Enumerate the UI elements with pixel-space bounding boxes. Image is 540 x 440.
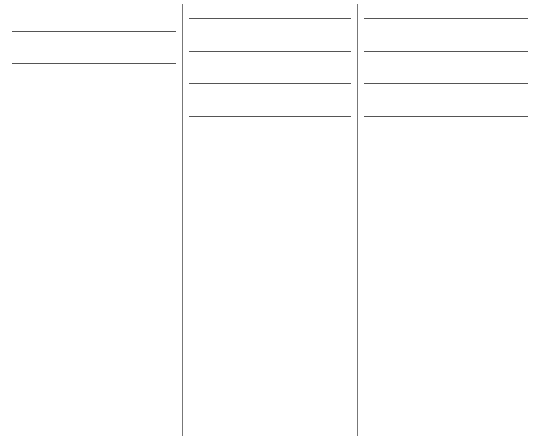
article-headline: [364, 120, 528, 132]
article-headline: [189, 22, 351, 34]
article-paragraph: [364, 69, 528, 80]
section-divider: [12, 63, 176, 64]
article-paragraph: [364, 134, 528, 145]
article-headline: [189, 87, 351, 99]
article-headline: [189, 120, 351, 132]
article-paragraph: [189, 69, 351, 80]
section-divider: [189, 116, 351, 117]
column-1: [6, 4, 182, 436]
article-headline: [364, 22, 528, 34]
section-divider: [364, 116, 528, 117]
article-headline: [364, 87, 528, 99]
article-paragraph: [12, 81, 176, 92]
section-divider: [364, 51, 528, 52]
section-divider: [189, 18, 351, 19]
article-paragraph: [364, 36, 528, 47]
article-paragraph: [12, 4, 176, 15]
article-headline: [12, 35, 176, 47]
column-2: [182, 4, 358, 436]
article-headline: [364, 55, 528, 67]
section-divider: [189, 83, 351, 84]
article-paragraph: [189, 101, 351, 112]
section-divider: [364, 18, 528, 19]
article-paragraph: [189, 4, 351, 15]
column-3: [358, 4, 534, 436]
article-paragraph: [189, 134, 351, 145]
article-paragraph: [189, 36, 351, 47]
article-paragraph: [12, 49, 176, 60]
article-headline: [189, 55, 351, 67]
section-divider: [364, 83, 528, 84]
article-paragraph: [12, 16, 176, 27]
article-paragraph: [364, 101, 528, 112]
article-headline: [12, 67, 176, 79]
section-divider: [12, 31, 176, 32]
section-divider: [189, 51, 351, 52]
article-paragraph: [364, 4, 528, 15]
